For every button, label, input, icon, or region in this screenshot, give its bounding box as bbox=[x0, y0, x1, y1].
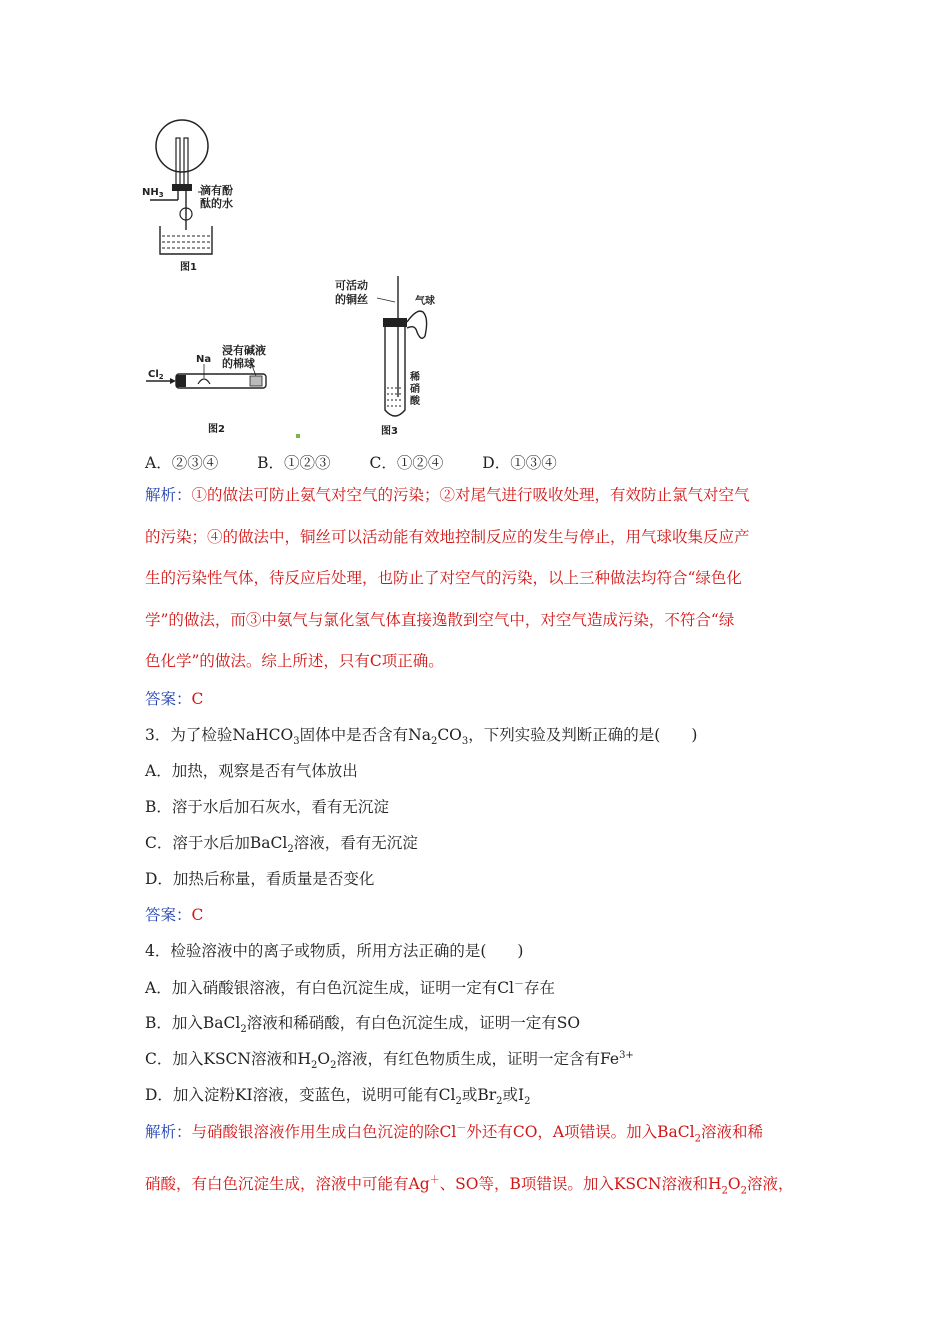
q2-option-c: C．①②④ bbox=[369, 454, 444, 472]
fig2-note-line1: 浸有碱液 bbox=[222, 344, 266, 357]
q4-option-b: B．加入BaCl$_2$溶液和稀硝酸，有白色沉淀生成，证明一定有SO bbox=[145, 1014, 581, 1036]
q4-option-d: D．加入淀粉KI溶液，变蓝色，说明可能有$Cl_2$或$Br_2$或$I_2$ bbox=[145, 1086, 531, 1108]
fig3-acid-char3: 酸 bbox=[410, 396, 420, 407]
fig1-note-line2: 酞的水 bbox=[200, 197, 233, 210]
q3-answer-label: 答案： bbox=[145, 906, 192, 924]
q3-stem: 3．为了检验NaHCO$_3$固体中是否含有$Na_2CO_3$，下列实验及判断正确的是( ) bbox=[145, 726, 698, 748]
q2-option-d: D．①③④ bbox=[482, 454, 557, 472]
q4-analysis-line1: 解析：与硝酸银溶液作用生成白色沉淀的除Cl－外还有CO，A项错误。加入BaCl$_2$溶液和稀 bbox=[145, 1123, 763, 1145]
q3-option-a: A．加热，观察是否有气体放出 bbox=[145, 762, 358, 780]
q2-options bbox=[145, 451, 591, 473]
fig3-wire-line1: 可活动 bbox=[335, 279, 368, 292]
q2-analysis bbox=[145, 475, 817, 683]
decorative-dot bbox=[296, 434, 300, 438]
fig2-na-label: Na bbox=[196, 354, 212, 365]
q2-analysis-label: 解析： bbox=[145, 486, 192, 504]
fig2-note-line2: 的棉球 bbox=[222, 357, 255, 370]
q2-analysis-line4: 学”的做法，而③中氨气与氯化氢气体直接逸散到空气中，对空气造成污染，不符合“绿 bbox=[145, 610, 735, 629]
q4-stem: 4．检验溶液中的离子或物质，所用方法正确的是( ) bbox=[145, 942, 524, 960]
fig1-note-line1: 滴有酚 bbox=[200, 184, 233, 197]
fig3-wire-line2: 的铜丝 bbox=[335, 293, 368, 306]
q2-analysis-line1: 解析：①的做法可防止氨气对空气的污染；②对尾气进行吸收处理，有效防止氯气对空气 bbox=[145, 486, 750, 504]
q2-analysis-line2: 的污染；④的做法中，铜丝可以活动能有效地控制反应的发生与停止，用气球收集反应产 bbox=[145, 527, 750, 546]
q3-answer-value: C bbox=[191, 906, 204, 924]
fig3-caption: 图3 bbox=[381, 426, 398, 437]
q2-answer-label: 答案： bbox=[145, 690, 192, 708]
q4-option-a: A．加入硝酸银溶液，有白色沉淀生成，证明一定有Cl－存在 bbox=[145, 979, 556, 998]
q2-answer-value: C bbox=[191, 690, 204, 708]
q3-answer bbox=[145, 903, 203, 925]
fig3-acid-char1: 稀 bbox=[410, 372, 420, 383]
q4-analysis-line2: 硝酸，有白色沉淀生成，溶液中可能有Ag＋、SO等，B项错误。加入KSCN溶液和$H_2O_2$溶液， bbox=[145, 1174, 794, 1196]
figure-1-fountain-apparatus bbox=[140, 118, 250, 276]
figure-2-chlorine-apparatus bbox=[140, 340, 290, 438]
fig1-nh3-label: $NH_3$ bbox=[142, 187, 164, 199]
q2-option-b: B．①②③ bbox=[257, 454, 331, 472]
fig3-balloon-label: 气球 bbox=[415, 296, 435, 307]
fig3-acid-char2: 硝 bbox=[410, 384, 420, 395]
q2-analysis-line3: 生的污染性气体，待反应后处理，也防止了对空气的污染，以上三种做法均符合“绿色化 bbox=[145, 569, 742, 587]
figure-3-copper-nitric-apparatus bbox=[333, 272, 443, 440]
q3-option-c: C．溶于水后加BaCl$_2$溶液，看有无沉淀 bbox=[145, 834, 418, 856]
q4-analysis-label: 解析： bbox=[145, 1123, 192, 1142]
fig1-caption: 图1 bbox=[180, 262, 197, 273]
q2-option-a: A．②③④ bbox=[145, 454, 219, 472]
q4-analysis bbox=[145, 1108, 817, 1212]
q2-analysis-line5: 色化学”的做法。综上所述，只有C项正确。 bbox=[145, 652, 444, 670]
q3-option-d: D．加热后称量，看质量是否变化 bbox=[145, 870, 375, 888]
q4-option-c: C．加入KSCN溶液和$H_2O_2$溶液，有红色物质生成，证明一定含有$Fe^{3+}$ bbox=[145, 1049, 634, 1072]
fig2-caption: 图2 bbox=[208, 424, 225, 435]
fig2-cl2-label: $Cl_2$ bbox=[148, 369, 164, 381]
q3-option-b: B．溶于水后加石灰水，看有无沉淀 bbox=[145, 798, 389, 816]
q2-answer bbox=[145, 687, 203, 709]
